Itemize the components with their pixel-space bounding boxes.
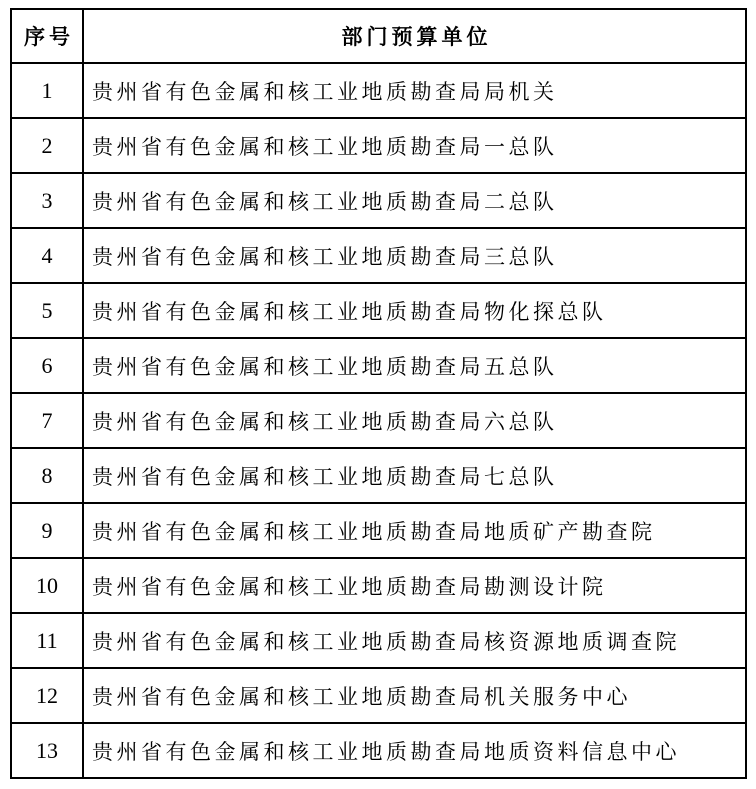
table-row	[11, 613, 746, 668]
row-unit-name: 贵州省有色金属和核工业地质勘查局六总队	[83, 393, 746, 448]
row-index: 13	[11, 723, 83, 778]
row-unit-name: 贵州省有色金属和核工业地质勘查局机关服务中心	[83, 668, 746, 723]
row-unit-name: 贵州省有色金属和核工业地质勘查局地质资料信息中心	[83, 723, 746, 778]
row-unit-name: 贵州省有色金属和核工业地质勘查局五总队	[83, 338, 746, 393]
row-unit-name: 贵州省有色金属和核工业地质勘查局物化探总队	[83, 283, 746, 338]
table-row	[11, 558, 746, 613]
row-index: 2	[11, 118, 83, 173]
table-row	[11, 668, 746, 723]
column-header-unit: 部门预算单位	[83, 9, 746, 63]
row-index: 12	[11, 668, 83, 723]
row-unit-name: 贵州省有色金属和核工业地质勘查局地质矿产勘查院	[83, 503, 746, 558]
row-unit-name: 贵州省有色金属和核工业地质勘查局勘测设计院	[83, 558, 746, 613]
table-row	[11, 173, 746, 228]
table-row	[11, 63, 746, 118]
column-header-index: 序号	[11, 9, 83, 63]
row-unit-name: 贵州省有色金属和核工业地质勘查局七总队	[83, 448, 746, 503]
row-index: 6	[11, 338, 83, 393]
table-row	[11, 118, 746, 173]
budget-units-table	[10, 8, 747, 779]
row-unit-name: 贵州省有色金属和核工业地质勘查局局机关	[83, 63, 746, 118]
table-row	[11, 338, 746, 393]
table-body	[11, 63, 746, 778]
row-index: 7	[11, 393, 83, 448]
row-unit-name: 贵州省有色金属和核工业地质勘查局一总队	[83, 118, 746, 173]
row-index: 8	[11, 448, 83, 503]
row-unit-name: 贵州省有色金属和核工业地质勘查局二总队	[83, 173, 746, 228]
row-index: 4	[11, 228, 83, 283]
table-row	[11, 228, 746, 283]
row-index: 11	[11, 613, 83, 668]
row-unit-name: 贵州省有色金属和核工业地质勘查局三总队	[83, 228, 746, 283]
table-row	[11, 503, 746, 558]
row-index: 5	[11, 283, 83, 338]
table-row	[11, 393, 746, 448]
table-header-row	[11, 9, 746, 63]
row-unit-name: 贵州省有色金属和核工业地质勘查局核资源地质调查院	[83, 613, 746, 668]
table-row	[11, 723, 746, 778]
row-index: 9	[11, 503, 83, 558]
table-row	[11, 283, 746, 338]
row-index: 10	[11, 558, 83, 613]
row-index: 1	[11, 63, 83, 118]
table-row	[11, 448, 746, 503]
row-index: 3	[11, 173, 83, 228]
